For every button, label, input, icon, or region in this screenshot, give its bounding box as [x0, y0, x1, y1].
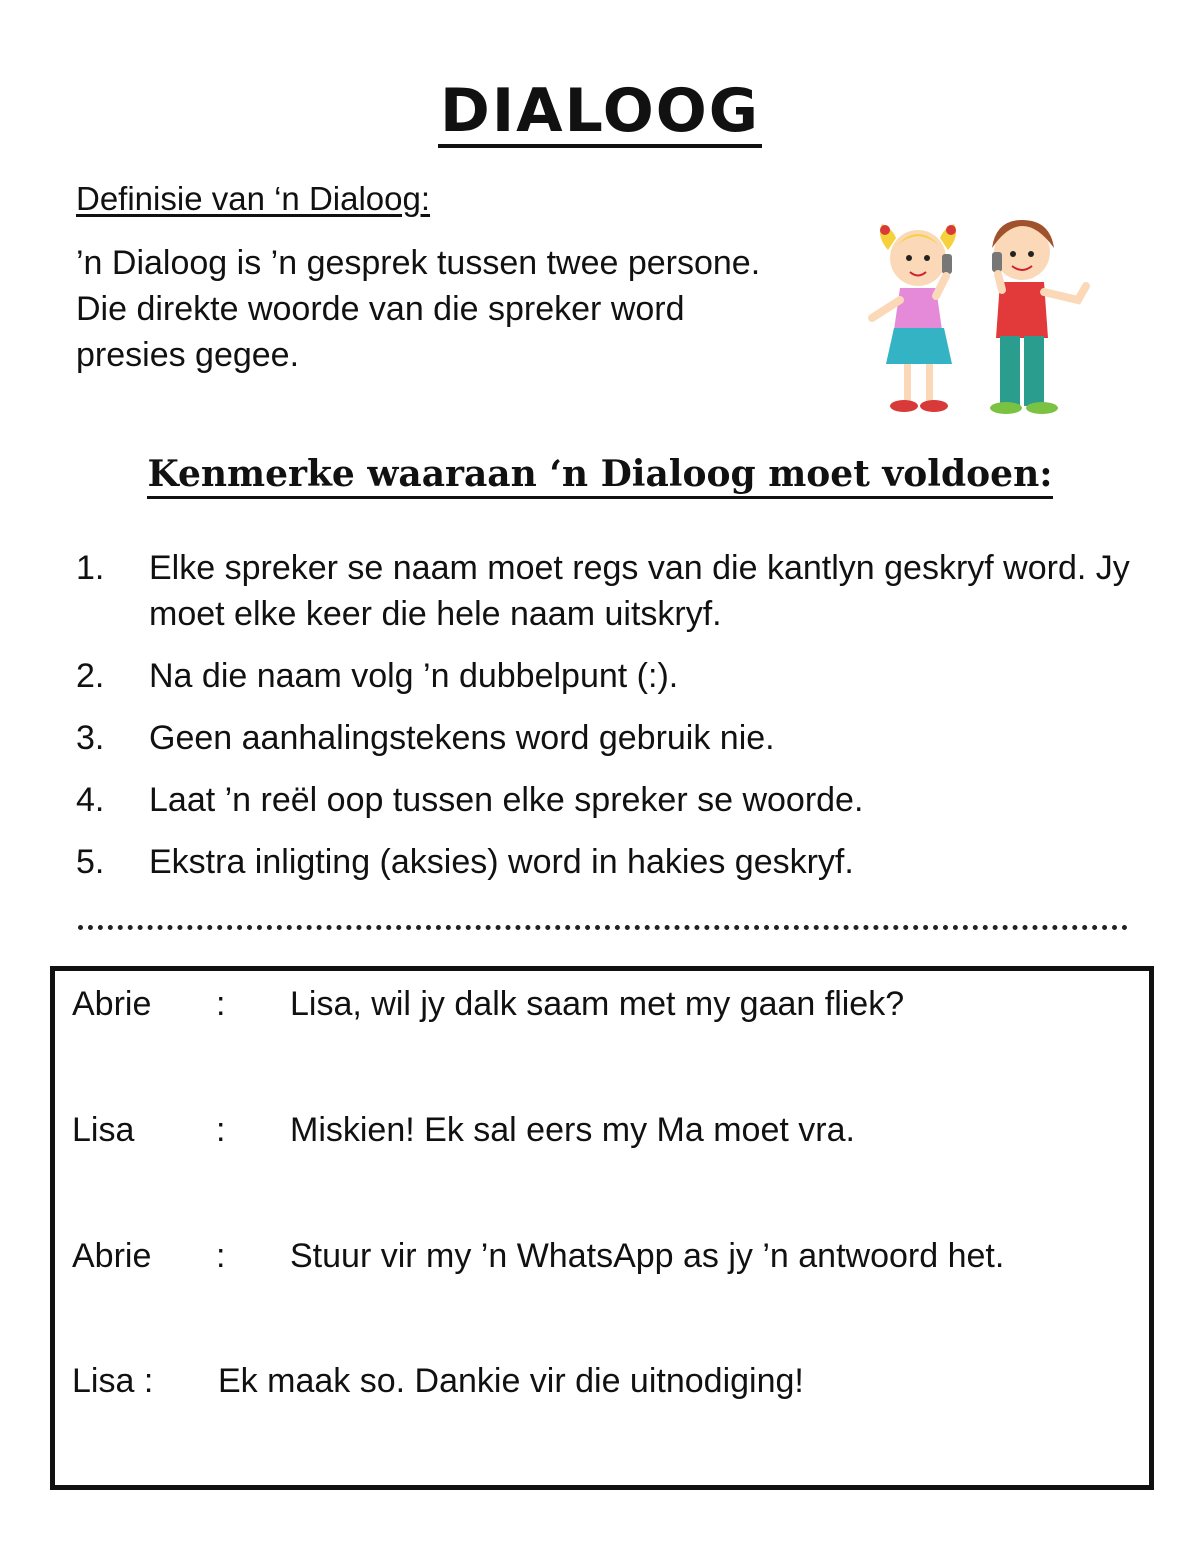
dialogue-speaker: Abrie [72, 1237, 152, 1275]
list-item-text: Laat ’n reël oop tussen elke spreker se woorde. [149, 781, 864, 819]
list-item-text: Ekstra inligting (aksies) word in hakies geskryf. [149, 843, 854, 881]
features-heading-wrap [0, 452, 1200, 499]
boy-figure [990, 220, 1086, 414]
features-heading: Kenmerke waaraan ‘n Dialoog moet voldoen: [147, 452, 1052, 499]
dialogue-speaker: Abrie [72, 985, 152, 1023]
dialogue-text: Lisa, wil jy dalk saam met my gaan fliek? [290, 985, 905, 1023]
list-item [76, 715, 1136, 761]
definition-body: ’n Dialoog is ’n gesprek tussen twee persone. Die direkte woorde van die spreker word presies gegee. [76, 244, 761, 374]
list-item-number: 3. [76, 719, 105, 757]
list-item [76, 653, 1136, 699]
list-item-number: 5. [76, 843, 105, 881]
two-children-on-phones-illustration [860, 210, 1100, 420]
dialogue-example-box [50, 966, 1154, 1490]
list-item-number: 2. [76, 657, 105, 695]
dialogue-speaker: Lisa : [72, 1362, 154, 1400]
list-item-number: 1. [76, 549, 105, 587]
features-list [76, 545, 1136, 901]
dialogue-colon: : [216, 1111, 226, 1149]
list-item-text: Elke spreker se naam moet regs van die kantlyn geskryf word. Jy moet elke keer die hele naam uitskryf. [149, 549, 1130, 633]
dotted-divider [78, 925, 1128, 930]
girl-figure [872, 224, 956, 412]
dialogue-speaker: Lisa [72, 1111, 135, 1149]
page-title: DIALOOG [440, 76, 760, 146]
page-title-wrap [0, 78, 1200, 148]
definition-heading: Definisie van ‘n Dialoog: [76, 180, 431, 217]
list-item-text: Geen aanhalingstekens word gebruik nie. [149, 719, 775, 757]
dialogue-text: Miskien! Ek sal eers my Ma moet vra. [290, 1111, 855, 1149]
list-item-text: Na die naam volg ’n dubbelpunt (:). [149, 657, 679, 695]
list-item [76, 839, 1136, 885]
list-item [76, 545, 1136, 637]
list-item-number: 4. [76, 781, 105, 819]
list-item [76, 777, 1136, 823]
dialogue-text: Stuur vir my ’n WhatsApp as jy ’n antwoord het. [290, 1237, 1005, 1275]
dialogue-colon: : [216, 985, 226, 1023]
dialogue-colon: : [216, 1237, 226, 1275]
dialogue-text: Ek maak so. Dankie vir die uitnodiging! [218, 1362, 804, 1400]
